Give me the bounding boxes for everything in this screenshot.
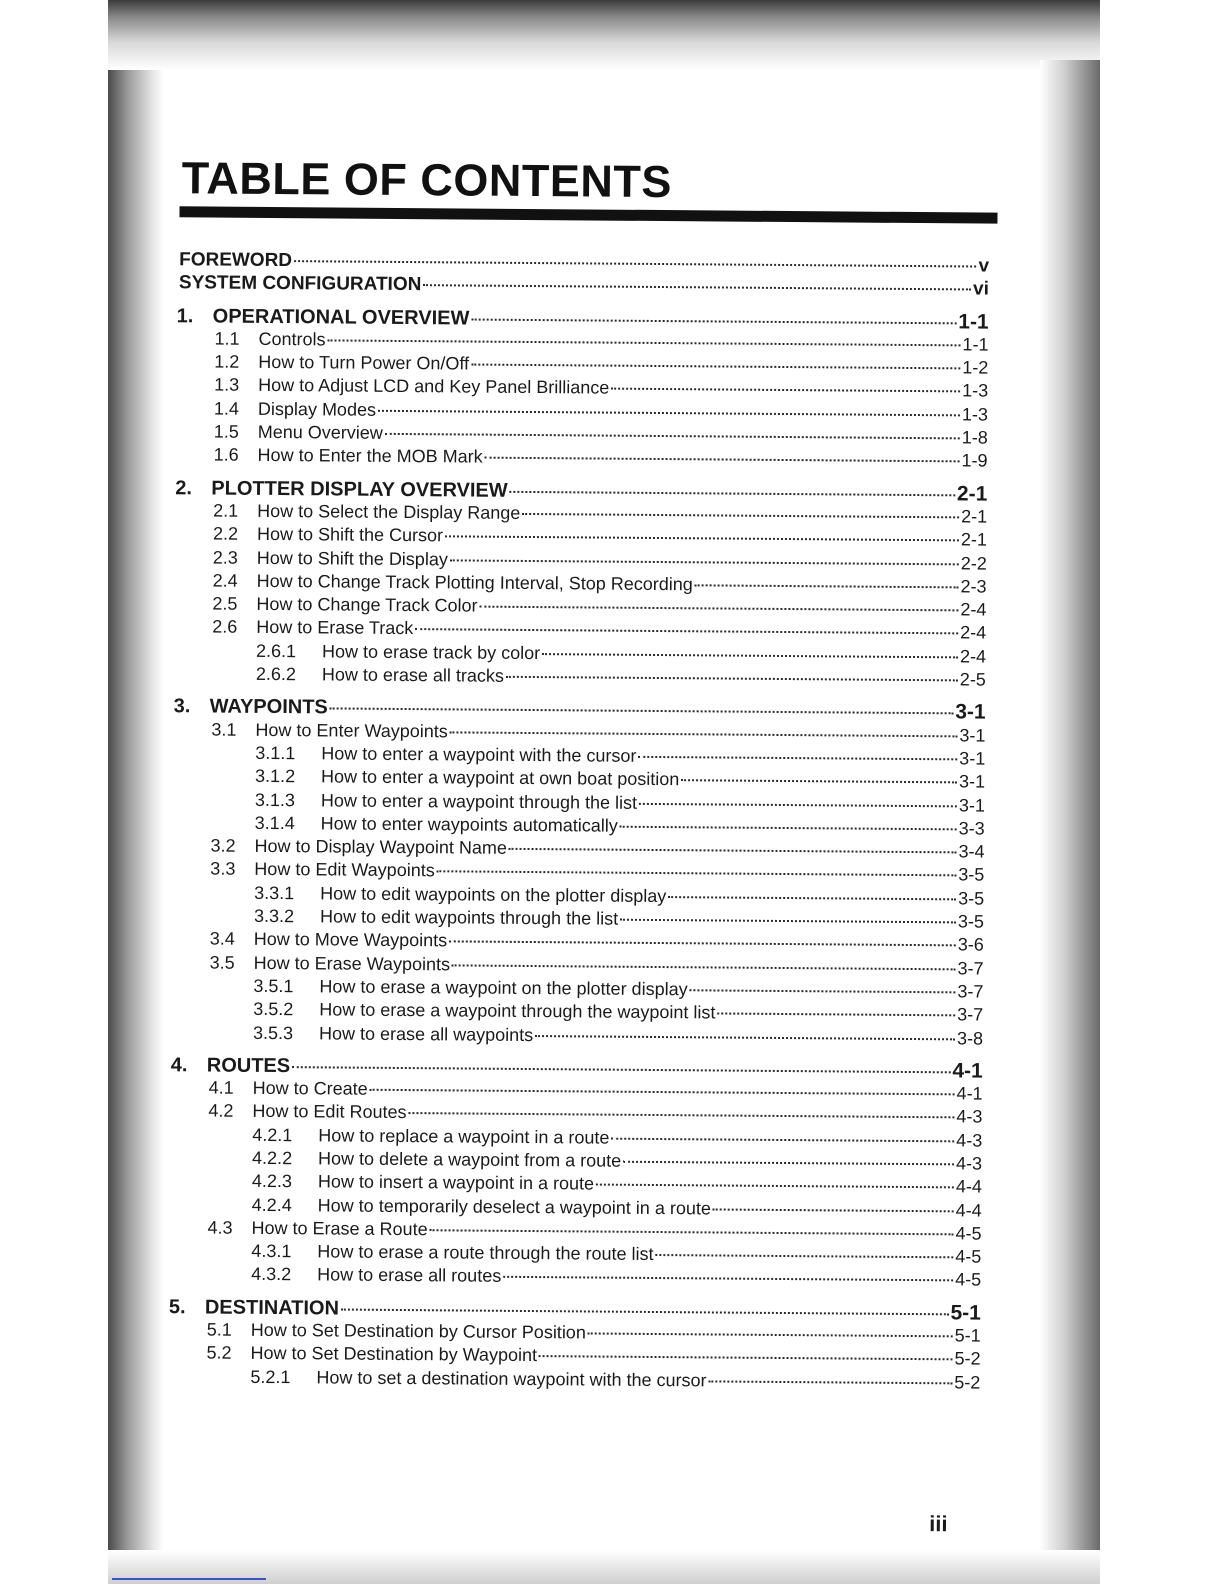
- toc-entry-text: Controls: [258, 328, 326, 350]
- toc-entry-number: 4.2: [208, 1100, 234, 1122]
- toc-entry-page: 2-4: [960, 599, 987, 620]
- toc-leader-dots: [656, 1254, 954, 1258]
- toc-entry-text: How to Adjust LCD and Key Panel Brilliance: [258, 375, 610, 399]
- toc-entry-text: How to erase all routes: [317, 1264, 502, 1287]
- toc-entry-page: 4-5: [955, 1223, 982, 1244]
- page-title: TABLE OF CONTENTS: [181, 152, 673, 208]
- toc-entry-number: 2.2: [212, 523, 239, 544]
- toc-entry-page: 4-5: [955, 1246, 982, 1267]
- toc-entry-page: 1-1: [962, 334, 989, 355]
- toc-entry-number: 3.5: [209, 952, 235, 973]
- toc-entry-text: How to erase a waypoint on the plotter display: [319, 976, 688, 1000]
- toc-leader-dots: [717, 1013, 955, 1017]
- toc-leader-dots: [542, 653, 958, 658]
- toc-entry-number: 5.2.1: [250, 1366, 291, 1387]
- toc-entry-page: 1-8: [961, 427, 988, 448]
- toc-entry-text: How to edit waypoints on the plotter display: [320, 883, 667, 906]
- toc-leader-dots: [639, 802, 957, 806]
- toc-leader-dots: [713, 1208, 954, 1212]
- toc-entry-number: 2.4: [212, 570, 238, 591]
- toc-entry-number: 4.3: [207, 1217, 233, 1238]
- toc-entry-page: 2-4: [959, 646, 987, 667]
- toc-leader-dots: [695, 584, 959, 588]
- toc-leader-dots: [450, 731, 958, 737]
- toc-entry-page: 5-2: [954, 1348, 981, 1369]
- toc-entry-text: How to Change Track Color: [256, 594, 478, 616]
- toc-leader-dots: [588, 1333, 953, 1338]
- toc-leader-dots: [681, 779, 957, 783]
- toc-leader-dots: [638, 756, 957, 761]
- toc-entry-text: How to Turn Power On/Off: [258, 352, 470, 374]
- toc-entry-page: 2-4: [960, 622, 987, 644]
- toc-entry-number: 3.5.3: [252, 1022, 294, 1043]
- toc-entry-number: 1.4: [213, 398, 240, 419]
- toc-entry-page: 2-1: [956, 482, 988, 506]
- toc-entry-text: How to erase all waypoints: [318, 1022, 534, 1045]
- toc-entry-number: 1.6: [213, 444, 239, 466]
- toc-entry-page: 3-7: [957, 1004, 984, 1025]
- toc-entry-page: 2-3: [960, 576, 987, 597]
- toc-entry-page: 4-3: [956, 1106, 983, 1127]
- toc-leader-dots: [423, 284, 971, 290]
- toc-entry-page: 3-8: [956, 1027, 984, 1049]
- toc-entry-page: 1-3: [962, 380, 989, 402]
- toc-entry-page: 1-2: [962, 357, 989, 378]
- toc-entry-number: 3.2: [210, 835, 236, 856]
- toc-entry-text: How to erase a route through the route list: [317, 1241, 654, 1265]
- toc-entry-number: 3.: [173, 695, 191, 718]
- toc-leader-dots: [330, 708, 953, 715]
- toc-leader-dots: [341, 1308, 949, 1315]
- toc-leader-dots: [409, 1112, 955, 1118]
- toc-entry-page: 5-1: [950, 1301, 981, 1325]
- toc-entry-page: 3-5: [958, 888, 985, 909]
- toc-entry-text: How to Erase a Route: [251, 1217, 428, 1240]
- toc-entry-page: 4-4: [955, 1199, 982, 1221]
- toc-entry-text: How to Change Track Plotting Interval, Stop Recording: [256, 570, 693, 595]
- toc-leader-dots: [430, 1229, 954, 1235]
- toc-entry-page: 3-1: [955, 700, 986, 724]
- toc-entry-text: How to Create: [252, 1077, 368, 1099]
- toc-entry-number: 4.3.2: [251, 1264, 292, 1285]
- toc-entry-number: 3.1.1: [255, 742, 296, 764]
- toc-leader-dots: [623, 1161, 954, 1166]
- toc-leader-dots: [503, 1276, 953, 1282]
- toc-entry-text: Menu Overview: [257, 421, 383, 443]
- toc-entry-text: How to erase track by color: [321, 641, 541, 663]
- toc-entry-text: How to delete a waypoint from a route: [318, 1148, 622, 1171]
- toc-entry-page: 1-3: [961, 404, 989, 425]
- toc-entry-number: 1.5: [213, 421, 239, 442]
- toc-entry-number: 2.6: [212, 616, 238, 638]
- table-of-contents: [140, 248, 989, 1395]
- document-page: [139, 150, 1010, 1537]
- toc-entry-text: How to Enter Waypoints: [255, 719, 448, 741]
- toc-leader-dots: [668, 896, 956, 900]
- toc-entry-number: 2.5: [212, 593, 238, 614]
- toc-entry-page: 3-1: [959, 725, 986, 746]
- toc-entry-page: 4-3: [956, 1130, 983, 1151]
- scan-shadow-top: [108, 0, 1100, 70]
- toc-leader-dots: [292, 1066, 950, 1073]
- toc-entry-text: How to enter waypoints automatically: [320, 813, 618, 836]
- toc-leader-dots: [510, 491, 955, 496]
- toc-entry-text: How to erase a waypoint through the waypoint list: [319, 999, 716, 1023]
- toc-entry-page: 4-1: [956, 1083, 983, 1104]
- toc-entry-text: How to set a destination waypoint with the cursor: [316, 1367, 707, 1391]
- toc-leader-dots: [328, 339, 961, 346]
- toc-leader-dots: [709, 1380, 953, 1384]
- toc-entry-page: 3-6: [957, 934, 984, 955]
- toc-entry-number: 2.6.2: [255, 663, 297, 685]
- toc-entry-page: 5-1: [954, 1325, 981, 1346]
- toc-entry-number: 3.5.1: [253, 975, 294, 997]
- toc-entry-number: 3.1: [211, 719, 237, 740]
- page-number: iii: [929, 1511, 948, 1537]
- toc-entry-number: 3.3.1: [254, 882, 295, 903]
- scan-shadow-right: [1040, 60, 1100, 1584]
- toc-leader-dots: [611, 1137, 954, 1142]
- toc-entry-text: How to Shift the Display: [256, 547, 448, 569]
- toc-entry-text: How to enter a waypoint through the list: [320, 789, 638, 813]
- toc-entry-number: 4.2.2: [252, 1147, 293, 1169]
- toc-entry-page: 3-1: [959, 748, 986, 769]
- toc-entry-page: 1-1: [958, 309, 989, 334]
- toc-entry-text: How to enter a waypoint at own boat position: [321, 766, 680, 790]
- toc-entry-page: 4-1: [952, 1059, 983, 1083]
- toc-entry-number: 2.: [175, 476, 193, 500]
- toc-entry-page: 4-5: [955, 1269, 982, 1291]
- toc-leader-dots: [539, 1355, 953, 1360]
- toc-entry-number: 1.2: [214, 351, 240, 372]
- toc-leader-dots: [522, 513, 959, 518]
- toc-entry-text: WAYPOINTS: [209, 695, 328, 719]
- toc-entry-text: How to Erase Track: [256, 617, 414, 639]
- toc-entry-text: How to Select the Display Range: [257, 500, 521, 523]
- toc-leader-dots: [535, 1035, 955, 1040]
- toc-entry-page: 2-5: [959, 669, 986, 690]
- toc-entry-page: vi: [972, 278, 990, 300]
- toc-entry-number: 2.3: [212, 547, 238, 568]
- toc-entry-page: 5-2: [954, 1372, 981, 1393]
- toc-entry-number: 4.3.1: [251, 1241, 292, 1262]
- toc-entry-number: 5.2: [206, 1342, 232, 1364]
- toc-leader-dots: [506, 676, 958, 682]
- toc-entry-text: SYSTEM CONFIGURATION: [178, 272, 422, 296]
- toc-entry-text: How to Enter the MOB Mark: [257, 445, 483, 467]
- toc-entry-page: 3-5: [958, 864, 985, 885]
- toc-entry-page: 3-4: [958, 841, 985, 862]
- toc-entry-text: How to replace a waypoint in a route: [318, 1125, 610, 1148]
- toc-entry-text: How to Set Destination by Waypoint: [250, 1343, 538, 1366]
- toc-entry-page: 2-1: [961, 506, 988, 527]
- toc-entry-number: 5.1: [206, 1319, 232, 1340]
- toc-leader-dots: [509, 848, 957, 854]
- scan-margin-right: [1100, 0, 1224, 1584]
- toc-entry-page: 1-9: [961, 450, 988, 471]
- toc-entry-number: 1.3: [214, 374, 240, 396]
- toc-leader-dots: [370, 1089, 955, 1096]
- toc-entry-text: How to Edit Waypoints: [254, 859, 435, 881]
- toc-entry-page: v: [978, 255, 990, 277]
- toc-entry-text: OPERATIONAL OVERVIEW: [212, 305, 470, 330]
- toc-entry-number: 4.2.3: [251, 1171, 293, 1192]
- toc-entry-page: 3-1: [958, 794, 985, 816]
- toc-entry-text: PLOTTER DISPLAY OVERVIEW: [211, 477, 508, 502]
- toc-leader-dots: [690, 989, 956, 993]
- toc-entry-page: 2-2: [960, 552, 987, 574]
- toc-entry-number: 3.1.4: [254, 812, 295, 833]
- toc-entry-number: 4.: [170, 1053, 188, 1077]
- toc-leader-dots: [471, 364, 960, 370]
- toc-entry-page: 3-7: [957, 957, 984, 979]
- toc-entry-text: How to temporarily deselect a waypoint in a route: [317, 1194, 711, 1219]
- toc-entry-number: 4.2.4: [251, 1194, 292, 1215]
- toc-entry-number: 3.3.2: [253, 905, 295, 927]
- toc-entry-number: 2.6.1: [255, 640, 297, 661]
- toc-entry-text: How to enter a waypoint with the cursor: [321, 743, 637, 766]
- toc-leader-dots: [294, 260, 976, 267]
- toc-leader-dots: [471, 318, 956, 324]
- toc-entry-number: 3.1.2: [255, 766, 296, 787]
- toc-entry-page: 3-3: [958, 818, 985, 839]
- toc-entry-number: 2.1: [213, 500, 239, 521]
- toc-entry-text: How to edit waypoints through the list: [319, 906, 619, 929]
- toc-entry-page: 2-1: [960, 529, 988, 550]
- toc-entry-number: 3.5.2: [253, 999, 294, 1020]
- toc-entry-number: 3.3: [210, 858, 236, 880]
- toc-entry-number: 4.1: [208, 1077, 234, 1098]
- toc-leader-dots: [437, 871, 957, 877]
- toc-leader-dots: [449, 941, 956, 947]
- toc-entry-text: How to erase all tracks: [321, 664, 505, 686]
- toc-leader-dots: [378, 410, 960, 417]
- toc-leader-dots: [480, 606, 959, 612]
- toc-entry-page: 3-7: [957, 981, 984, 1002]
- toc-leader-dots: [596, 1184, 954, 1189]
- toc-entry-text: How to Shift the Cursor: [256, 524, 444, 546]
- toc-entry-text: How to Erase Waypoints: [253, 952, 451, 974]
- toc-leader-dots: [611, 388, 960, 393]
- scan-edge-mark: [112, 1578, 266, 1580]
- toc-entry-number: 4.2.1: [252, 1124, 293, 1145]
- toc-entry-text: How to Move Waypoints: [253, 929, 448, 951]
- toc-leader-dots: [452, 964, 956, 970]
- toc-entry-text: How to Set Destination by Cursor Position: [250, 1319, 586, 1343]
- toc-leader-dots: [620, 826, 957, 831]
- toc-entry-number: 1.: [176, 304, 194, 327]
- toc-entry-text: How to Display Waypoint Name: [254, 835, 508, 858]
- toc-leader-dots: [445, 536, 959, 542]
- toc-entry-number: 5.: [168, 1295, 186, 1319]
- toc-entry-page: 3-1: [958, 771, 986, 792]
- toc-leader-dots: [385, 433, 960, 440]
- toc-entry-page: 3-5: [957, 911, 985, 932]
- toc-leader-dots: [450, 559, 959, 565]
- toc-entry-text: DESTINATION: [204, 1296, 340, 1320]
- toc-entry-number: 3.4: [209, 928, 235, 950]
- toc-leader-dots: [620, 919, 956, 924]
- toc-entry-number: 3.1.3: [254, 789, 296, 810]
- toc-entry-text: Display Modes: [257, 398, 377, 420]
- title-rule: [179, 206, 997, 223]
- toc-entry-text: How to Edit Routes: [252, 1101, 407, 1123]
- toc-entry-page: 4-4: [955, 1176, 982, 1197]
- toc-entry-text: ROUTES: [206, 1054, 291, 1077]
- toc-entry-number: 1.1: [214, 328, 240, 349]
- toc-leader-dots: [415, 629, 958, 635]
- toc-entry-page: 4-3: [955, 1153, 983, 1174]
- toc-entry-text: How to insert a waypoint in a route: [317, 1171, 595, 1194]
- toc-entry-text: FOREWORD: [179, 249, 293, 272]
- toc-leader-dots: [485, 457, 960, 463]
